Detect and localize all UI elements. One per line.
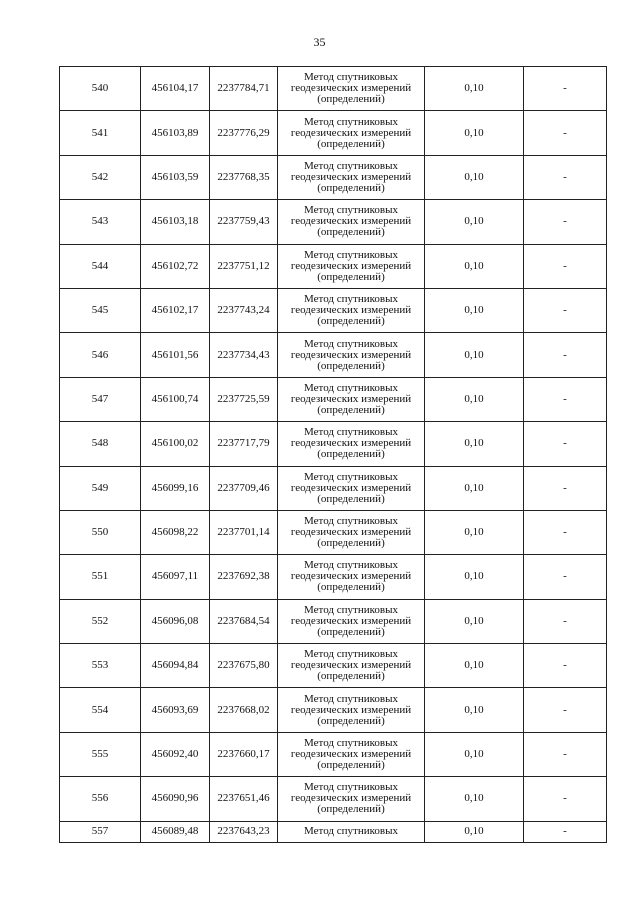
x-coordinate-cell: 456104,17	[141, 67, 210, 111]
y-coordinate-cell: 2237725,59	[210, 377, 278, 421]
method-cell	[278, 244, 425, 288]
x-coordinate-cell: 456096,08	[141, 599, 210, 643]
table-row	[60, 333, 607, 377]
accuracy-cell: 0,10	[425, 422, 524, 466]
method-cell	[278, 732, 425, 776]
y-coordinate-cell: 2237776,29	[210, 111, 278, 155]
point-number-cell: 549	[60, 466, 141, 510]
point-number-cell: 546	[60, 333, 141, 377]
x-coordinate-cell: 456103,59	[141, 155, 210, 199]
method-text: Метод спутниковых геодезических измерений (определений)	[290, 337, 412, 372]
x-coordinate-cell: 456097,11	[141, 555, 210, 599]
accuracy-cell: 0,10	[425, 111, 524, 155]
method-text: Метод спутниковых геодезических измерений (определений)	[290, 204, 412, 239]
y-coordinate-cell: 2237643,23	[210, 821, 278, 842]
accuracy-cell: 0,10	[425, 200, 524, 244]
description-cell: -	[524, 688, 607, 732]
method-cell	[278, 422, 425, 466]
method-text: Метод спутниковых геодезических измерений (определений)	[290, 559, 412, 594]
point-number-cell: 541	[60, 111, 141, 155]
method-text: Метод спутниковых геодезических измерений (определений)	[290, 737, 412, 772]
method-cell	[278, 466, 425, 510]
method-cell	[278, 599, 425, 643]
method-cell	[278, 333, 425, 377]
x-coordinate-cell: 456090,96	[141, 777, 210, 821]
method-cell	[278, 67, 425, 111]
description-cell: -	[524, 821, 607, 842]
x-coordinate-cell: 456103,18	[141, 200, 210, 244]
point-number-cell: 540	[60, 67, 141, 111]
y-coordinate-cell: 2237668,02	[210, 688, 278, 732]
x-coordinate-cell: 456093,69	[141, 688, 210, 732]
method-cell	[278, 555, 425, 599]
y-coordinate-cell: 2237675,80	[210, 644, 278, 688]
method-text: Метод спутниковых геодезических измерений (определений)	[290, 692, 412, 727]
coordinates-table-body	[60, 67, 607, 843]
accuracy-cell: 0,10	[425, 777, 524, 821]
accuracy-cell: 0,10	[425, 821, 524, 842]
table-row	[60, 466, 607, 510]
x-coordinate-cell: 456101,56	[141, 333, 210, 377]
accuracy-cell: 0,10	[425, 732, 524, 776]
point-number-cell: 557	[60, 821, 141, 842]
point-number-cell: 555	[60, 732, 141, 776]
method-cell	[278, 510, 425, 554]
y-coordinate-cell: 2237651,46	[210, 777, 278, 821]
table-row	[60, 200, 607, 244]
method-cell	[278, 155, 425, 199]
accuracy-cell: 0,10	[425, 333, 524, 377]
accuracy-cell: 0,10	[425, 688, 524, 732]
method-text: Метод спутниковых геодезических измерений (определений)	[290, 470, 412, 505]
accuracy-cell: 0,10	[425, 155, 524, 199]
method-text: Метод спутниковых геодезических измерений (определений)	[290, 515, 412, 550]
y-coordinate-cell: 2237784,71	[210, 67, 278, 111]
method-cell	[278, 288, 425, 332]
accuracy-cell: 0,10	[425, 288, 524, 332]
description-cell: -	[524, 200, 607, 244]
point-number-cell: 550	[60, 510, 141, 554]
table-row	[60, 288, 607, 332]
x-coordinate-cell: 456092,40	[141, 732, 210, 776]
y-coordinate-cell: 2237734,43	[210, 333, 278, 377]
page-number: 35	[313, 35, 326, 49]
x-coordinate-cell: 456102,17	[141, 288, 210, 332]
method-cell	[278, 821, 425, 842]
table-row	[60, 644, 607, 688]
table-row	[60, 510, 607, 554]
description-cell: -	[524, 288, 607, 332]
table-row	[60, 599, 607, 643]
accuracy-cell: 0,10	[425, 555, 524, 599]
point-number-cell: 552	[60, 599, 141, 643]
point-number-cell: 551	[60, 555, 141, 599]
y-coordinate-cell: 2237660,17	[210, 732, 278, 776]
y-coordinate-cell: 2237692,38	[210, 555, 278, 599]
accuracy-cell: 0,10	[425, 644, 524, 688]
y-coordinate-cell: 2237701,14	[210, 510, 278, 554]
table-row	[60, 732, 607, 776]
y-coordinate-cell: 2237743,24	[210, 288, 278, 332]
point-number-cell: 542	[60, 155, 141, 199]
point-number-cell: 545	[60, 288, 141, 332]
method-text: Метод спутниковых	[304, 825, 398, 838]
y-coordinate-cell: 2237684,54	[210, 599, 278, 643]
accuracy-cell: 0,10	[425, 510, 524, 554]
description-cell: -	[524, 155, 607, 199]
x-coordinate-cell: 456102,72	[141, 244, 210, 288]
method-text: Метод спутниковых геодезических измерений (определений)	[290, 248, 412, 283]
description-cell: -	[524, 377, 607, 421]
method-text: Метод спутниковых геодезических измерений (определений)	[290, 159, 412, 194]
method-text: Метод спутниковых геодезических измерений (определений)	[290, 293, 412, 328]
accuracy-cell: 0,10	[425, 466, 524, 510]
y-coordinate-cell: 2237709,46	[210, 466, 278, 510]
description-cell: -	[524, 466, 607, 510]
description-cell: -	[524, 333, 607, 377]
point-number-cell: 543	[60, 200, 141, 244]
description-cell: -	[524, 599, 607, 643]
table-row	[60, 155, 607, 199]
description-cell: -	[524, 67, 607, 111]
description-cell: -	[524, 732, 607, 776]
x-coordinate-cell: 456099,16	[141, 466, 210, 510]
description-cell: -	[524, 244, 607, 288]
y-coordinate-cell: 2237751,12	[210, 244, 278, 288]
description-cell: -	[524, 111, 607, 155]
description-cell: -	[524, 510, 607, 554]
table-row	[60, 377, 607, 421]
accuracy-cell: 0,10	[425, 377, 524, 421]
point-number-cell: 547	[60, 377, 141, 421]
table-row	[60, 111, 607, 155]
accuracy-cell: 0,10	[425, 244, 524, 288]
method-text: Метод спутниковых геодезических измерений (определений)	[290, 115, 412, 150]
accuracy-cell: 0,10	[425, 67, 524, 111]
method-text: Метод спутниковых геодезических измерений (определений)	[290, 381, 412, 416]
table-row	[60, 244, 607, 288]
y-coordinate-cell: 2237717,79	[210, 422, 278, 466]
point-number-cell: 548	[60, 422, 141, 466]
method-cell	[278, 200, 425, 244]
table-row	[60, 688, 607, 732]
method-text: Метод спутниковых геодезических измерений (определений)	[290, 426, 412, 461]
method-text: Метод спутниковых геодезических измерений (определений)	[290, 71, 412, 106]
method-cell	[278, 111, 425, 155]
x-coordinate-cell: 456103,89	[141, 111, 210, 155]
table-row	[60, 821, 607, 842]
x-coordinate-cell: 456089,48	[141, 821, 210, 842]
method-text: Метод спутниковых геодезических измерений (определений)	[290, 781, 412, 816]
point-number-cell: 544	[60, 244, 141, 288]
method-cell	[278, 644, 425, 688]
accuracy-cell: 0,10	[425, 599, 524, 643]
method-cell	[278, 777, 425, 821]
point-number-cell: 553	[60, 644, 141, 688]
table-row	[60, 422, 607, 466]
x-coordinate-cell: 456100,02	[141, 422, 210, 466]
point-number-cell: 556	[60, 777, 141, 821]
method-text: Метод спутниковых геодезических измерений (определений)	[290, 603, 412, 638]
table-row	[60, 777, 607, 821]
description-cell: -	[524, 555, 607, 599]
y-coordinate-cell: 2237759,43	[210, 200, 278, 244]
table-row	[60, 67, 607, 111]
y-coordinate-cell: 2237768,35	[210, 155, 278, 199]
table-row	[60, 555, 607, 599]
x-coordinate-cell: 456098,22	[141, 510, 210, 554]
coordinates-table	[59, 66, 607, 843]
description-cell: -	[524, 422, 607, 466]
x-coordinate-cell: 456094,84	[141, 644, 210, 688]
x-coordinate-cell: 456100,74	[141, 377, 210, 421]
description-cell: -	[524, 777, 607, 821]
method-cell	[278, 688, 425, 732]
point-number-cell: 554	[60, 688, 141, 732]
description-cell: -	[524, 644, 607, 688]
method-cell	[278, 377, 425, 421]
method-text: Метод спутниковых геодезических измерений (определений)	[290, 648, 412, 683]
